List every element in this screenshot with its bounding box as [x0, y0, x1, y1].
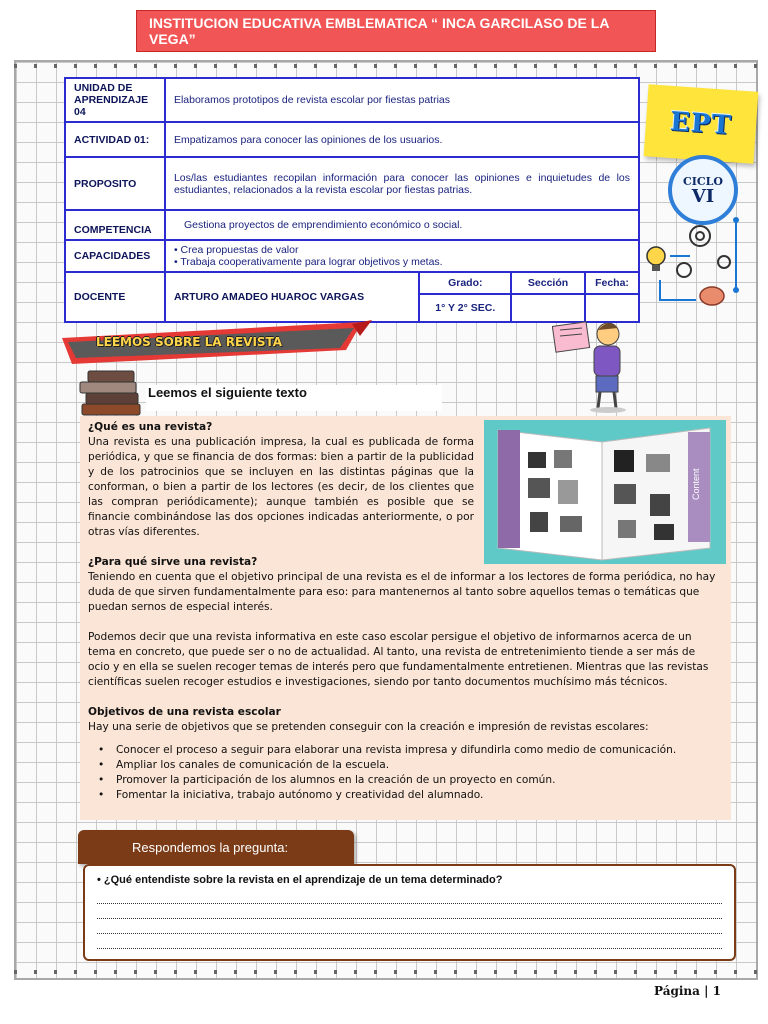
- objective-item: • Fomentar la iniciativa, trabajo autónomo y creatividad del alumnado.: [88, 788, 718, 803]
- docente-value: ARTURO AMADEO HUAROC VARGAS: [165, 272, 419, 322]
- intro-block: [88, 420, 474, 540]
- answer-line[interactable]: [97, 889, 722, 904]
- paragraph-objectives-intro: Hay una serie de objetivos que se pretenden conseguir con la creación e impresión de revistas escolares:: [88, 721, 649, 733]
- capacidad-item: • Trabaja cooperativamente para lograr objetivos y metas.: [174, 256, 630, 268]
- seccion-label: Sección: [511, 272, 585, 294]
- bottom-pin-row: [14, 970, 758, 974]
- question-what: ¿Qué es una revista?: [88, 421, 213, 433]
- answer-box[interactable]: [83, 864, 736, 961]
- top-pin-row: [14, 64, 758, 68]
- rest-block: [88, 555, 718, 803]
- page-number: Página | 1: [654, 984, 721, 998]
- magazine-image: [484, 420, 726, 564]
- answer-line[interactable]: [97, 904, 722, 919]
- fecha-label: Fecha:: [585, 272, 639, 294]
- objectives-list: [88, 743, 718, 803]
- capacidades-label: CAPACIDADES: [65, 240, 165, 272]
- capacidades-value: [165, 240, 639, 272]
- school-header: [136, 10, 656, 52]
- respond-tab: [78, 830, 354, 864]
- capacidad-item: • Crea propuestas de valor: [174, 244, 630, 256]
- docente-label: DOCENTE: [65, 272, 165, 322]
- ept-sticky-note: [644, 84, 759, 163]
- answer-question: • ¿Qué entendiste sobre la revista en el aprendizaje de un tema determinado?: [97, 874, 503, 886]
- objective-item: • Promover la participación de los alumnos en la creación de un proyecto en común.: [88, 773, 718, 788]
- gear-icon: [677, 226, 730, 277]
- proposito-label: PROPOSITO: [65, 157, 165, 210]
- school-title: INSTITUCION EDUCATIVA EMBLEMATICA “ INCA GARCILASO DE LA VEGA”: [149, 15, 609, 47]
- grado-label: Grado:: [419, 272, 511, 294]
- magazine-word: Content: [691, 468, 701, 500]
- competencia-value: Gestiona proyectos de emprendimiento económico o social.: [165, 210, 639, 240]
- ept-text: EPT: [669, 106, 733, 142]
- paragraph-informative: Podemos decir que una revista informativa en este caso escolar persigue el objetivo de informarnos acerca de un tema en concreto, que puede ser o no de actualidad. Al tanto, una revista de entretenimiento tiende a ser más de ocio y en ella se suelen recoger temas de interés pero que fundamentalmente entretienen. Mientras que las revistas científicas suelen recoger estudios e investigaciones, siendo por tanto documentos muchísimo más técnicos.: [88, 631, 709, 688]
- objective-item: • Ampliar los canales de comunicación de la escuela.: [88, 758, 718, 773]
- brain-icon: [700, 287, 724, 305]
- answer-line[interactable]: [97, 934, 722, 949]
- reader-illustration: [552, 318, 640, 414]
- heading-objectives: Objetivos de una revista escolar: [88, 706, 281, 718]
- question-purpose: ¿Para qué sirve una revista?: [88, 556, 258, 568]
- unidad-value: Elaboramos prototipos de revista escolar por fiestas patrias: [165, 78, 639, 122]
- lightbulb-icon: [647, 247, 665, 271]
- grado-value: 1° Y 2° SEC.: [419, 294, 511, 322]
- info-table: [64, 77, 640, 323]
- ciclo-label: CICLO: [683, 174, 723, 188]
- books-icon: [78, 366, 144, 418]
- ciclo-value: VI: [691, 185, 715, 207]
- paragraph-purpose: Teniendo en cuenta que el objetivo principal de una revista es el de informar a los lectores de forma periódica, no hay duda de que sirven fundamentalmente para eso: para mantenernos al tanto sobre aquellos temas o temáticas que puedan sernos de especial interés.: [88, 571, 716, 613]
- answer-line[interactable]: [97, 919, 722, 934]
- competencia-label: COMPETENCIA: [65, 210, 165, 240]
- leemos-heading: Leemos el siguiente texto: [146, 385, 442, 411]
- actividad-value: Empatizamos para conocer las opiniones de los usuarios.: [165, 122, 639, 157]
- unidad-label: UNIDAD DE APRENDIZAJE 04: [65, 78, 165, 122]
- paragraph-definition: Una revista es una publicación impresa, la cual es publicada de forma periódica, y que se financia de dos formas: bien a partir de la publicidad y de los patrocinios que se incluyen en las distintas páginas que la conforman, o bien a partir de los lectores (es decir, de los clientes que las compran periódicamente); aunque también es posible que se financie combinándose las dos opciones indicadas anteriormente, o por otras vías diferentes.: [88, 436, 474, 538]
- respond-tab-label: Respondemos la pregunta:: [132, 839, 289, 855]
- reading-content: [80, 416, 731, 820]
- objective-item: • Conocer el proceso a seguir para elaborar una revista impresa y difundirla como medio de comunicación.: [88, 743, 718, 758]
- ribbon-title: LEEMOS SOBRE LA REVISTA: [96, 335, 283, 349]
- gears-lightbulb-icon: [640, 210, 760, 310]
- proposito-value: Los/las estudiantes recopilan información para conocer las opiniones e inquietudes de los estudiantes, relacionados a la revista escolar por fiestas patrias.: [165, 157, 639, 210]
- capacidades-list: [174, 244, 630, 268]
- actividad-label: ACTIVIDAD 01:: [65, 122, 165, 157]
